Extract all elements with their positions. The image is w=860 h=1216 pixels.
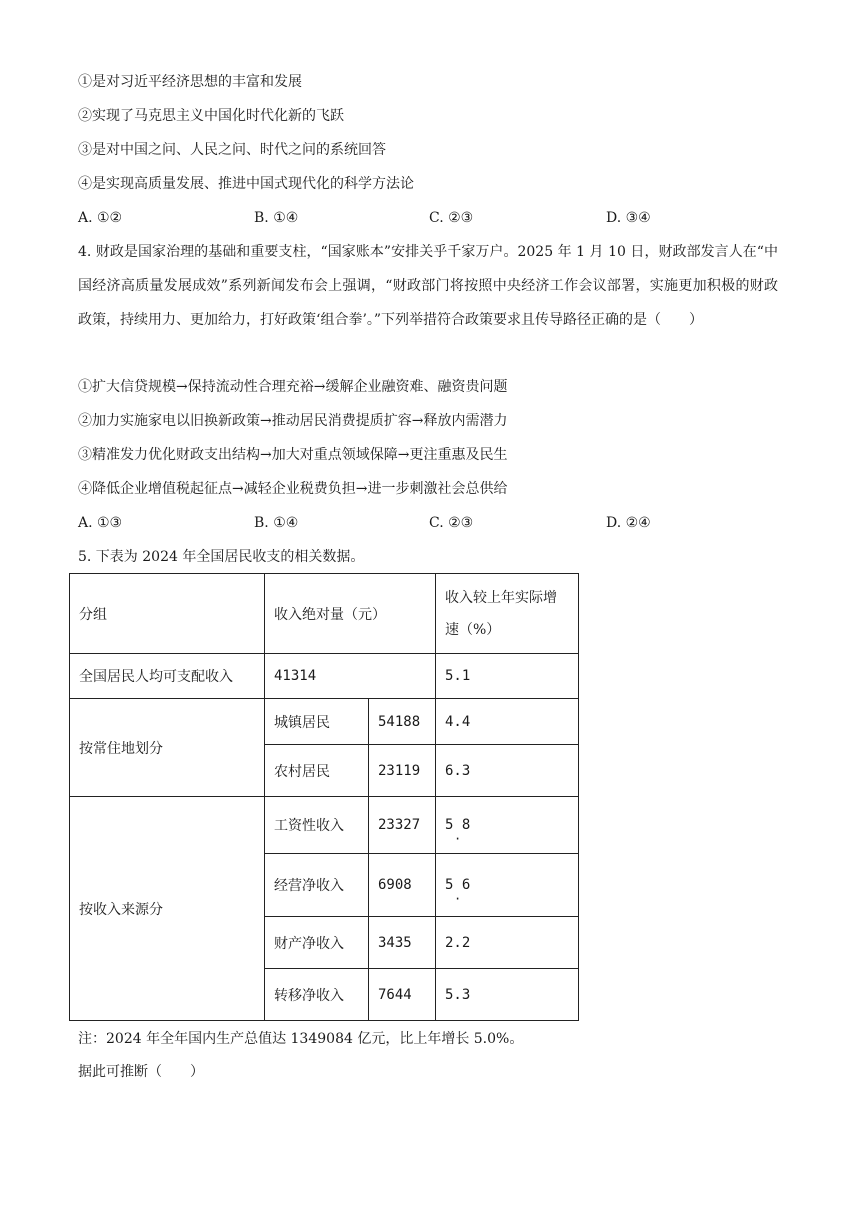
q4-statement-1: ①扩大信贷规模→保持流动性合理充裕→缓解企业融资难、融资贵问题 [78,379,508,395]
income-table [69,573,579,1021]
business-amount: 6908 [369,854,436,917]
property-label: 财产净收入 [265,917,369,969]
total-amount: 41314 [265,654,436,699]
property-amount: 3435 [369,917,436,969]
residence-group-label: 按常住地划分 [70,699,265,797]
wage-growth-cell [436,797,579,854]
q4-stem: 4. 财政是国家治理的基础和重要支柱，“国家账本”安排关乎千家万户。2025 年 1 月 10 日，财政部发言人在“中国经济高质量发展成效”系列新闻发布会上强调，“财政部门将按照中央经济工作会议部署，实施更加积极的财政政策，持续用力、更加给力，打好政策‘组合拳’。”下列举措符合政策要求且传导路径正确的是（ ） [78,244,778,328]
header-amount: 收入绝对量（元） [265,574,436,654]
wage-label: 工资性收入 [265,797,369,854]
q3-option-c[interactable]: C. ②③ [429,210,474,226]
rural-amount: 23119 [369,745,436,797]
q3-statement-4: ④是实现高质量发展、推进中国式现代化的科学方法论 [78,176,414,192]
total-growth: 5.1 [436,654,579,699]
q4-options [78,513,778,533]
transfer-label: 转移净收入 [265,969,369,1021]
total-label: 全国居民人均可支配收入 [70,654,265,699]
transfer-growth: 5.3 [436,969,579,1021]
wage-growth-value: 5 8 [445,817,471,833]
q3-statement-2: ②实现了马克思主义中国化时代化新的飞跃 [78,108,344,124]
q4-statement-3: ③精准发力优化财政支出结构→加大对重点领域保障→更注重惠及民生 [78,447,508,463]
q4-option-d[interactable]: D. ②④ [606,515,651,531]
q5-question: 据此可推断（ ） [78,1064,204,1080]
business-growth-cell [436,854,579,917]
table-row [70,699,579,745]
business-label: 经营净收入 [265,854,369,917]
header-growth-line1: 收入较上年实际增 [445,589,557,606]
rural-label: 农村居民 [265,745,369,797]
wage-growth [445,817,471,846]
q4-option-c[interactable]: C. ②③ [429,515,474,531]
q4-option-a[interactable]: A. ①③ [78,515,123,531]
decimal-dot-mark: · [454,832,462,846]
q4-option-b[interactable]: B. ①④ [254,515,299,531]
table-row [70,654,579,699]
q3-statement-3: ③是对中国之问、人民之问、时代之问的系统回答 [78,142,386,158]
urban-growth: 4.4 [436,699,579,745]
decimal-dot-mark: · [454,892,462,906]
property-growth: 2.2 [436,917,579,969]
wage-amount: 23327 [369,797,436,854]
rural-growth: 6.3 [436,745,579,797]
q4-statement-4: ④降低企业增值税起征点→减轻企业税费负担→进一步刺激社会总供给 [78,481,508,497]
q3-option-b[interactable]: B. ①④ [254,210,299,226]
transfer-amount: 7644 [369,969,436,1021]
table-header-row [70,574,579,654]
q3-option-a[interactable]: A. ①② [78,210,123,226]
q5-stem: 5. 下表为 2024 年全国居民收支的相关数据。 [78,549,365,565]
table-row [70,797,579,854]
q4-statement-2: ②加力实施家电以旧换新政策→推动居民消费提质扩容→释放内需潜力 [78,413,508,429]
q3-options [78,208,778,228]
table-note: 注：2024 年全年国内生产总值达 1349084 亿元，比上年增长 5.0%。 [78,1031,524,1047]
urban-label: 城镇居民 [265,699,369,745]
business-growth [445,877,471,906]
q3-option-d[interactable]: D. ③④ [606,210,651,226]
header-group: 分组 [70,574,265,654]
source-group-label: 按收入来源分 [70,797,265,1021]
header-growth [436,574,579,654]
q3-statement-1: ①是对习近平经济思想的丰富和发展 [78,74,302,90]
urban-amount: 54188 [369,699,436,745]
business-growth-value: 5 6 [445,877,471,893]
header-growth-line2: 速（%） [445,621,501,638]
